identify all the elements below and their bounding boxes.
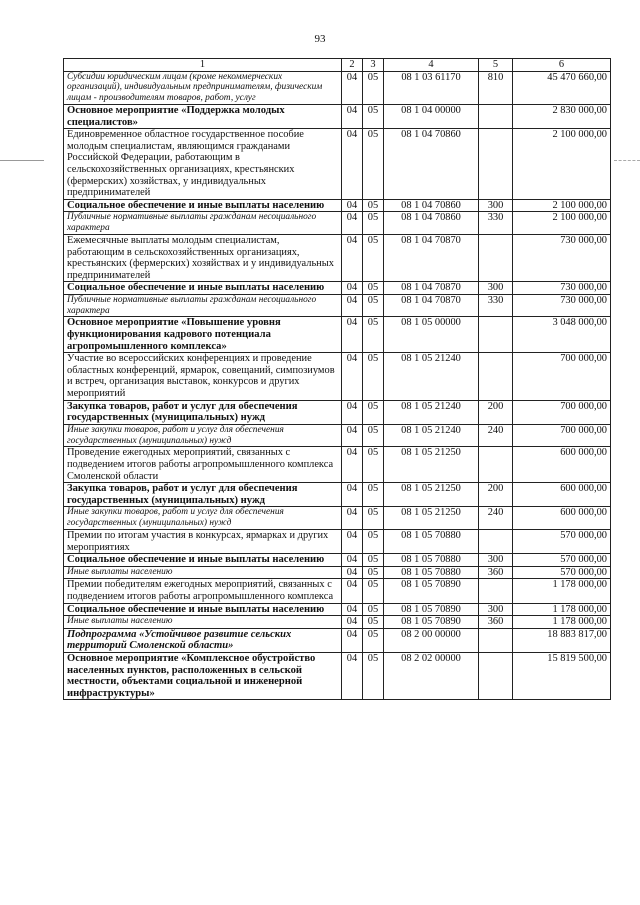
table-header-row <box>64 59 611 72</box>
row-amount: 3 048 000,00 <box>513 317 611 353</box>
table-row <box>64 616 611 629</box>
table-row <box>64 579 611 603</box>
row-section: 04 <box>342 129 363 200</box>
header-col-1: 1 <box>64 59 342 72</box>
row-section: 04 <box>342 71 363 104</box>
table-body <box>64 71 611 700</box>
row-expense-type <box>479 129 513 200</box>
budget-table <box>63 58 611 700</box>
header-col-5: 5 <box>479 59 513 72</box>
row-subsection: 05 <box>363 400 384 424</box>
row-target-code: 08 1 04 00000 <box>384 104 479 128</box>
row-section: 04 <box>342 282 363 295</box>
table-row <box>64 554 611 567</box>
row-amount: 600 000,00 <box>513 483 611 507</box>
row-expense-type: 300 <box>479 603 513 616</box>
row-expense-type <box>479 628 513 652</box>
table-row <box>64 212 611 235</box>
row-amount: 1 178 000,00 <box>513 603 611 616</box>
page-number: 93 <box>314 33 326 45</box>
row-target-code: 08 1 05 70880 <box>384 554 479 567</box>
row-expense-type: 240 <box>479 424 513 447</box>
row-section: 04 <box>342 353 363 400</box>
row-expense-type <box>479 579 513 603</box>
header-col-2: 2 <box>342 59 363 72</box>
row-subsection: 05 <box>363 199 384 212</box>
row-section: 04 <box>342 616 363 629</box>
row-name: Подпрограмма «Устойчивое развитие сельских территорий Смоленской области» <box>64 628 342 652</box>
table-row <box>64 199 611 212</box>
row-name: Основное мероприятие «Повышение уровня функционирования кадрового потенциала агропромышленного комплекса» <box>64 317 342 353</box>
table-row <box>64 400 611 424</box>
row-subsection: 05 <box>363 353 384 400</box>
row-amount: 2 100 000,00 <box>513 129 611 200</box>
row-name: Публичные нормативные выплаты гражданам несоциального характера <box>64 212 342 235</box>
row-expense-type: 240 <box>479 507 513 530</box>
row-amount: 730 000,00 <box>513 282 611 295</box>
row-section: 04 <box>342 579 363 603</box>
row-section: 04 <box>342 628 363 652</box>
row-expense-type: 300 <box>479 282 513 295</box>
row-subsection: 05 <box>363 294 384 317</box>
row-target-code: 08 1 05 00000 <box>384 317 479 353</box>
row-name: Социальное обеспечение и иные выплаты населению <box>64 554 342 567</box>
table-row <box>64 529 611 553</box>
row-subsection: 05 <box>363 104 384 128</box>
row-expense-type <box>479 317 513 353</box>
table-row <box>64 652 611 699</box>
row-amount: 1 178 000,00 <box>513 579 611 603</box>
row-target-code: 08 1 05 21250 <box>384 447 479 483</box>
table-row <box>64 628 611 652</box>
row-amount: 2 830 000,00 <box>513 104 611 128</box>
row-amount: 45 470 660,00 <box>513 71 611 104</box>
row-name: Основное мероприятие «Комплексное обустройство населенных пунктов, расположенных в сельской местности, объектами социальной и инженерной инфраструктуры» <box>64 652 342 699</box>
margin-mark-right <box>614 160 640 161</box>
row-amount: 570 000,00 <box>513 529 611 553</box>
table-row <box>64 424 611 447</box>
row-amount: 700 000,00 <box>513 400 611 424</box>
row-subsection: 05 <box>363 447 384 483</box>
row-name: Иные выплаты населению <box>64 566 342 579</box>
row-expense-type: 360 <box>479 566 513 579</box>
row-target-code: 08 1 04 70870 <box>384 234 479 281</box>
row-expense-type <box>479 234 513 281</box>
row-target-code: 08 1 05 70890 <box>384 579 479 603</box>
row-subsection: 05 <box>363 603 384 616</box>
row-target-code: 08 1 04 70860 <box>384 129 479 200</box>
row-name: Иные выплаты населению <box>64 616 342 629</box>
row-amount: 730 000,00 <box>513 294 611 317</box>
row-target-code: 08 1 04 70870 <box>384 282 479 295</box>
row-expense-type: 300 <box>479 554 513 567</box>
row-amount: 700 000,00 <box>513 424 611 447</box>
row-target-code: 08 1 05 21240 <box>384 424 479 447</box>
row-amount: 570 000,00 <box>513 554 611 567</box>
row-target-code: 08 1 05 70890 <box>384 603 479 616</box>
row-target-code: 08 1 05 70890 <box>384 616 479 629</box>
header-col-6: 6 <box>513 59 611 72</box>
row-amount: 730 000,00 <box>513 234 611 281</box>
row-section: 04 <box>342 212 363 235</box>
row-section: 04 <box>342 483 363 507</box>
row-expense-type: 200 <box>479 400 513 424</box>
row-target-code: 08 1 05 21240 <box>384 353 479 400</box>
row-name: Иные закупки товаров, работ и услуг для обеспечения государственных (муниципальных) нужд <box>64 424 342 447</box>
row-expense-type <box>479 104 513 128</box>
row-target-code: 08 1 05 21250 <box>384 483 479 507</box>
row-section: 04 <box>342 104 363 128</box>
row-expense-type: 330 <box>479 212 513 235</box>
row-subsection: 05 <box>363 282 384 295</box>
table-row <box>64 566 611 579</box>
row-amount: 600 000,00 <box>513 447 611 483</box>
row-subsection: 05 <box>363 554 384 567</box>
row-target-code: 08 2 02 00000 <box>384 652 479 699</box>
row-section: 04 <box>342 294 363 317</box>
row-section: 04 <box>342 566 363 579</box>
row-name: Закупка товаров, работ и услуг для обеспечения государственных (муниципальных) нужд <box>64 400 342 424</box>
row-subsection: 05 <box>363 212 384 235</box>
row-subsection: 05 <box>363 71 384 104</box>
row-subsection: 05 <box>363 483 384 507</box>
table-row <box>64 104 611 128</box>
row-expense-type: 200 <box>479 483 513 507</box>
row-section: 04 <box>342 317 363 353</box>
row-section: 04 <box>342 603 363 616</box>
margin-mark-left <box>0 160 44 161</box>
header-col-4: 4 <box>384 59 479 72</box>
row-name: Иные закупки товаров, работ и услуг для обеспечения государственных (муниципальных) нужд <box>64 507 342 530</box>
row-expense-type: 360 <box>479 616 513 629</box>
row-target-code: 08 2 00 00000 <box>384 628 479 652</box>
row-name: Проведение ежегодных мероприятий, связанных с подведением итогов работы агропромышленного комплекса Смоленской области <box>64 447 342 483</box>
row-name: Закупка товаров, работ и услуг для обеспечения государственных (муниципальных) нужд <box>64 483 342 507</box>
row-name: Основное мероприятие «Поддержка молодых специалистов» <box>64 104 342 128</box>
table-row <box>64 353 611 400</box>
row-section: 04 <box>342 400 363 424</box>
row-name: Ежемесячные выплаты молодым специалистам, работающим в сельскохозяйственных организациях, крестьянских (фермерских) хозяйствах и у индивидуальных предпринимателей <box>64 234 342 281</box>
row-amount: 570 000,00 <box>513 566 611 579</box>
row-section: 04 <box>342 447 363 483</box>
row-amount: 18 883 817,00 <box>513 628 611 652</box>
row-subsection: 05 <box>363 566 384 579</box>
row-target-code: 08 1 04 70860 <box>384 199 479 212</box>
row-name: Премии по итогам участия в конкурсах, ярмарках и других мероприятиях <box>64 529 342 553</box>
row-subsection: 05 <box>363 652 384 699</box>
row-expense-type: 810 <box>479 71 513 104</box>
row-target-code: 08 1 05 21240 <box>384 400 479 424</box>
row-section: 04 <box>342 507 363 530</box>
row-name: Социальное обеспечение и иные выплаты населению <box>64 199 342 212</box>
header-col-3: 3 <box>363 59 384 72</box>
row-section: 04 <box>342 554 363 567</box>
row-section: 04 <box>342 652 363 699</box>
row-subsection: 05 <box>363 317 384 353</box>
table-row <box>64 483 611 507</box>
row-target-code: 08 1 04 70870 <box>384 294 479 317</box>
row-name: Социальное обеспечение и иные выплаты населению <box>64 282 342 295</box>
row-section: 04 <box>342 234 363 281</box>
table-row <box>64 507 611 530</box>
row-expense-type: 330 <box>479 294 513 317</box>
row-name: Социальное обеспечение и иные выплаты населению <box>64 603 342 616</box>
row-amount: 2 100 000,00 <box>513 199 611 212</box>
row-name: Премии победителям ежегодных мероприятий, связанных с подведением итогов работы агропромышленного комплекса <box>64 579 342 603</box>
table-row <box>64 447 611 483</box>
row-target-code: 08 1 05 70880 <box>384 529 479 553</box>
row-name: Участие во всероссийских конференциях и проведение областных конференций, ярмарок, совещаний, симпозиумов и встреч, организация выставок, конкурсов и других мероприятий <box>64 353 342 400</box>
row-subsection: 05 <box>363 628 384 652</box>
table-row <box>64 234 611 281</box>
row-subsection: 05 <box>363 529 384 553</box>
row-amount: 600 000,00 <box>513 507 611 530</box>
row-target-code: 08 1 03 61170 <box>384 71 479 104</box>
row-target-code: 08 1 05 70880 <box>384 566 479 579</box>
row-expense-type <box>479 652 513 699</box>
table-row <box>64 317 611 353</box>
row-name: Субсидии юридическим лицам (кроме некоммерческих организаций), индивидуальным предпринимателям, физическим лицам - производителям товаров, работ, услуг <box>64 71 342 104</box>
table-row <box>64 129 611 200</box>
row-subsection: 05 <box>363 234 384 281</box>
row-name: Публичные нормативные выплаты гражданам несоциального характера <box>64 294 342 317</box>
row-subsection: 05 <box>363 579 384 603</box>
row-amount: 2 100 000,00 <box>513 212 611 235</box>
row-amount: 1 178 000,00 <box>513 616 611 629</box>
row-expense-type <box>479 447 513 483</box>
row-section: 04 <box>342 529 363 553</box>
table-row <box>64 294 611 317</box>
row-section: 04 <box>342 424 363 447</box>
row-target-code: 08 1 05 21250 <box>384 507 479 530</box>
row-target-code: 08 1 04 70860 <box>384 212 479 235</box>
row-amount: 15 819 500,00 <box>513 652 611 699</box>
table-row <box>64 71 611 104</box>
row-expense-type <box>479 353 513 400</box>
row-name: Единовременное областное государственное пособие молодым специалистам, являющимся гражданами Российской Федерации, работающим в сельскохозяйственных организациях, крестьянских (фермерских) хозяйствах, у индивидуальных предпринимателей <box>64 129 342 200</box>
row-expense-type <box>479 529 513 553</box>
table-row <box>64 282 611 295</box>
row-subsection: 05 <box>363 424 384 447</box>
row-expense-type: 300 <box>479 199 513 212</box>
table-row <box>64 603 611 616</box>
row-amount: 700 000,00 <box>513 353 611 400</box>
row-subsection: 05 <box>363 129 384 200</box>
row-section: 04 <box>342 199 363 212</box>
row-subsection: 05 <box>363 616 384 629</box>
row-subsection: 05 <box>363 507 384 530</box>
